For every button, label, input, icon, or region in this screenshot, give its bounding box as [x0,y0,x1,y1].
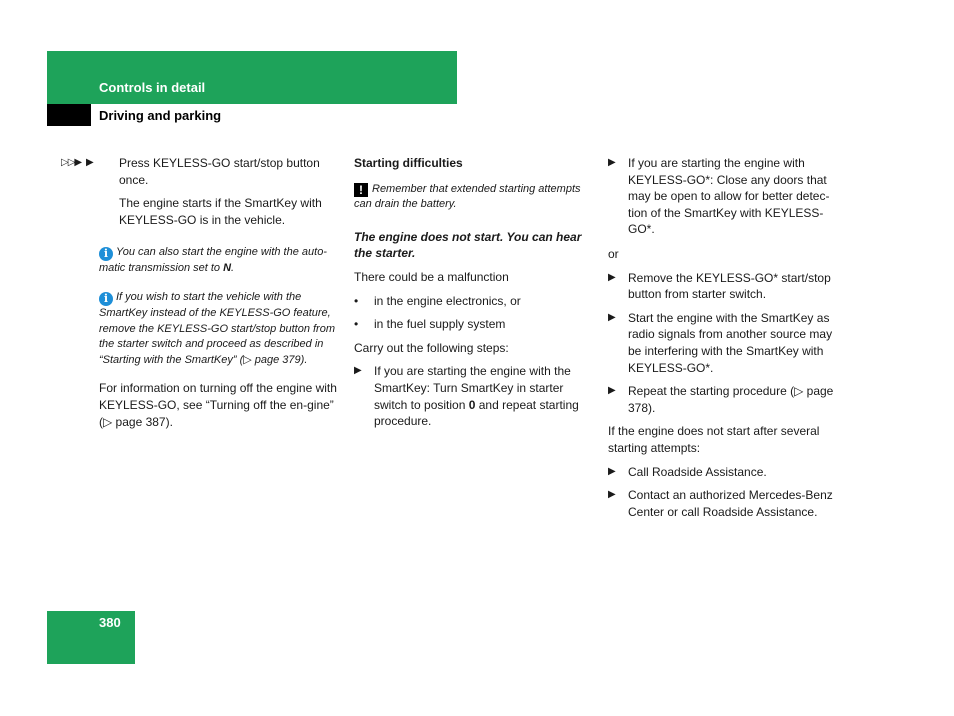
step-keyless-go [608,155,848,238]
warning-note [354,182,594,213]
section-title: Controls in detail [99,80,206,95]
list-item [354,316,594,333]
info-note-2 [99,290,341,368]
bullet-icon: • [354,317,359,332]
info-icon: i [99,292,113,306]
note1-text: You can also start the engine with the auto-matic transmission set to [99,246,327,275]
continue-arrow-icon: ▷▷▶ [61,157,82,168]
step-arrow-icon: ▶ [608,157,616,168]
bullet-icon: • [354,293,359,308]
step-text: Press KEYLESS-GO start/stop button once. [119,156,320,187]
note1-end: . [231,262,235,275]
step-arrow-icon: ▶ [608,311,616,323]
step-remove-button [608,270,848,303]
warning-icon: ! [354,183,368,197]
step-turn-smartkey [354,363,594,429]
header-marker [47,104,91,126]
step-text: If you are starting the engine with the SmartKey: Turn SmartKey in starter switch to position [374,364,571,412]
bullet-text: in the fuel supply system [374,317,506,332]
step-call-roadside [608,464,848,481]
steps-intro: Carry out the following steps: [354,340,509,355]
step-text: Repeat the starting procedure (▷ page 378). [628,384,834,415]
step-arrow-icon: ▶ [608,465,616,477]
page-number-box [47,611,135,664]
starting-difficulties-heading: Starting difficulties [354,156,463,170]
step-text: Call Roadside Assistance. [628,464,767,479]
list-item [354,293,594,310]
step-arrow-icon: ▶ [608,271,616,283]
step-contact-center [608,487,848,520]
info-note-1 [99,245,341,277]
column-3 [608,155,848,520]
step-text: Start the engine with the SmartKey as radio signals from another source may be interfering with the SmartKey with KEYLESS-GO*. [628,310,833,375]
step-text: Contact an authorized Mercedes-Benz Center or call Roadside Assistance. [628,488,833,519]
or-text: or [608,246,619,261]
page-number: 380 [99,615,121,630]
step-text: Remove the KEYLESS-GO* start/stop button from starter switch. [628,270,831,302]
bullet-text: in the engine electronics, or [374,293,521,308]
step-press-button [61,155,341,188]
note2-text: If you wish to start the vehicle with the SmartKey instead of the KEYLESS-GO feature, remove the KEYLESS-GO start/stop button from the starter switch and proceed as described in “Starting with the SmartKey” (▷ page 379). [99,290,335,366]
subsection-title: Driving and parking [99,108,222,123]
step-text: If you are starting the engine with KEYLESS-GO*: Close any doors that may be open to allow for better detec-tion of the SmartKey with KEYLESS-GO*. [628,156,830,237]
info-paragraph: For information on turning off the engine with KEYLESS-GO, see “Turning off the en-gine” (▷ page 387). [99,381,337,429]
cause-text: There could be a malfunction [354,269,509,284]
note1-gear: N [223,262,232,275]
step-repeat [608,383,848,416]
after-attempts-text: If the engine does not start after several starting attempts: [608,424,820,455]
step-arrow-icon: ▶ [608,385,616,397]
column-2 [354,155,594,430]
step-arrow-icon: ▶ [354,365,362,377]
problem-heading: The engine does not start. You can hear the starter. [354,229,582,261]
step-text-end: and repeat starting procedure. [374,397,579,429]
step-arrow-icon: ▶ [608,489,616,501]
step-start-with-smartkey [608,310,848,376]
warning-text: Remember that extended starting attempts can drain the battery. [354,182,581,211]
step-result: The engine starts if the SmartKey with KEYLESS-GO is in the vehicle. [119,196,322,227]
position-value: 0 [468,397,476,412]
step-arrow-icon: ▶ [86,157,94,168]
column-1 [61,155,341,430]
info-icon: i [99,247,113,261]
